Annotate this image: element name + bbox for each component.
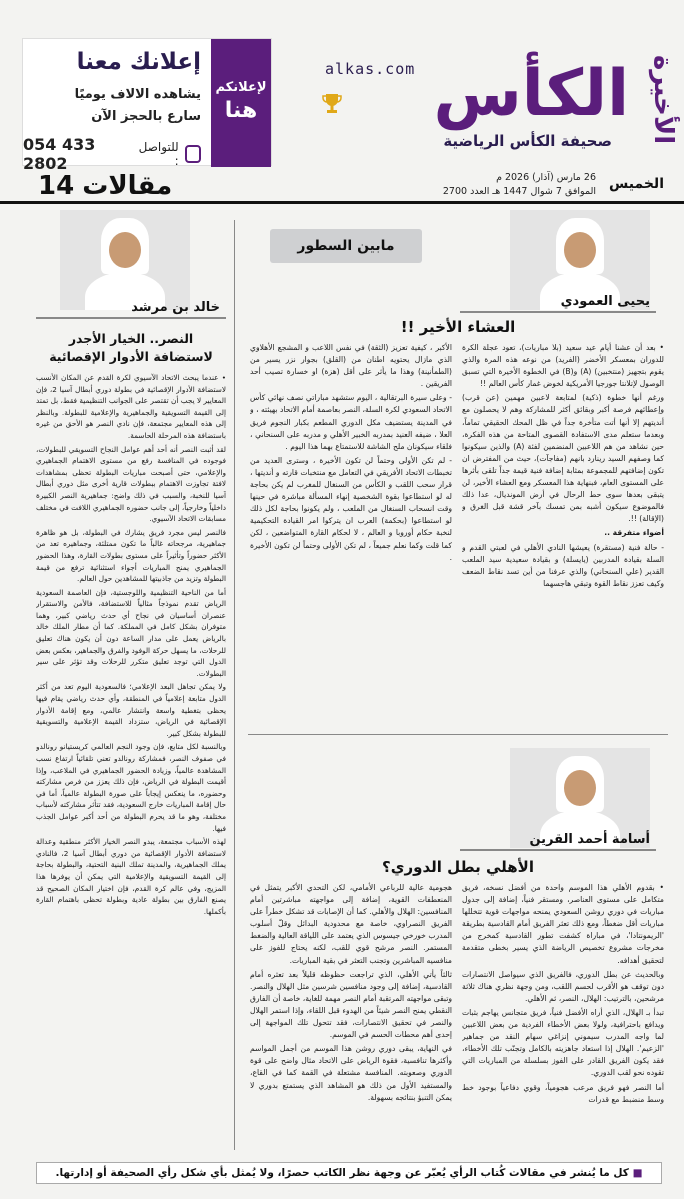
hijri-date-issue: الموافق 7 شوال 1447 هـ العدد 2700 xyxy=(442,186,596,197)
paragraph: تبدأ بـ الهلال، الذي أراه الأفضل فنياً، فريق متجانس يهاجم بثبات ويدافع باحترافية، ولولا بعض الأخطاء الفردية من بعض اللاعبين لما واجه المدرب سيموني إنزاغي سهام النقد من جماهير 'الزعيم'. الهلال إذا استعاد جاهزيته بالكامل وتجنّب تلك الأخطاء، فقد يكون الفريق القادر على الفوز بسلسلة من المباريات التي تقوده نحو لقب الدوري. xyxy=(462,1007,664,1078)
paragraph: وبالحديث عن بطل الدوري، فالفريق الذي سيواصل الانتصارات دون توقف هو الأقرب لحسم اللقب، ومن وجهة نظري هناك ثلاثة مرشحين، بالترتيب: الهلال، النصر، ثم الأهلي. xyxy=(462,969,664,1003)
page-number: 14 xyxy=(38,171,75,201)
ad-side-banner xyxy=(211,39,271,167)
advertisement-box[interactable] xyxy=(22,38,272,173)
ad-side-bottom: هنا xyxy=(224,98,258,124)
ad-subtitle-2: سارع بالحجز الآن xyxy=(91,109,201,124)
paragraph: • عندما يبحث الاتحاد الآسيوي لكرة القدم عن المكان الأنسب لاستضافة الأدوار الإقصائية في بطولة دوري أبطال آسيا 2، فإن المعايير لا يجب أن تقتصر على الجوانب التنظيمية فقط، بل تمتد إلى القيمة التسويقية والجماهيرية والإعلامية للبطولة. وبالنظر إلى هذه المعايير مجتمعة، فإن نادي النصر هو الأحق من غيره باستضافة هذه المرحلة الحاسمة. xyxy=(36,373,226,440)
article-title-3-line-2: لاستضافة الأدوار الإقصائية xyxy=(49,349,213,364)
paragraph: ولا يمكن تجاهل البعد الإعلامي؛ فالسعودية اليوم تعد من أكثر الدول متابعة إعلامياً في المنطقة، وأي حدث رياضي يقام فيها يحظى بتغطية واسعة وانتشار عالمي، ومع إقامة الأدوار الإقصائية في الرياض، ستزداد القيمة الإعلامية والتسويقية للبطولة بشكل كبير. xyxy=(36,682,226,738)
column-label: مابين السطور xyxy=(270,229,422,263)
ad-contact-label: للتواصل : xyxy=(138,140,179,168)
paragraph: - حالة فنية (مستقرة) يعيشها النادي الأهلي في لعبتي القدم و السلة بقيادة المدربين (يايسلة) و بقيادة سعيدية سيد الملعب القدير (علي السنحاني) والذي عرفنا من أين تسد نقاط الضعف وكيف تعزز نقاط القوة وتبقي هاجسهما xyxy=(462,542,664,588)
paragraph: ورغم أنها خطوة (ذكية) لمتابعة لاعبين مهمين (عن قرب) وإعطائهم فرصة أكبر وبقائق أكثر للمشاركة وهم لا يحصلون مع أنديتهم إلا أنها أتت متأخرة جداً في ظل المحك الحقيقي تماماً، وبعدما ستعلم مدى الاستفادة القصوى المتاحة من هذه الفكرة، حين نشاهد من هم اللاعبين المنضمين لفئة (A) والذين سيكونوا كما وصفهم السيد رينارد بانهم (مفاجآت)، حيث من المفترض ان تكون إضافتهم للمجموعة بمثابة إضافة فنية قيمة جداً تلقى بأثرها على المستوى العام، فبنهاية هذا المعسكر ومع العشاء الأخير، لن يتبقى بعدها سوى حط الرحال في أرض المونديال، عدا ذلك فالموضوع سيكون أشبه بمن تمسك بآخر قشة قبل الغرق و (الإقالة) !!. xyxy=(462,393,664,524)
author-name-3: خالد بن مرشد xyxy=(36,298,226,319)
paragraph: - وعلى سيرة البرتقالية ، اليوم ستشهد مباراتي نصف نهائي كأس الاتحاد السعودي لكرة السلة، النصر بعاصمة أمام الاتحاد بهيئته ، و في المدينة يستضيف مكل الدوري المطعم بكبار النجوم فريق العلا ، ضيفه العنيد بمدربه الخبير الأهلي و مدربه على السنحاني ، فلقاء سيكونان ملح الشاشة للاستمتاع بهما هذا اليوم . xyxy=(250,393,452,451)
logo-wordmark: الكأس xyxy=(433,57,629,131)
masthead xyxy=(0,0,684,173)
paragraph: وبالنسبة لكل متابع، فإن وجود النجم العالمي كريستيانو رونالدو في صفوف النصر، فمشاركة رونالدو تعني تلقائياً ارتفاع نسب المشاهدة عالمياً، وزيادة الحضور الجماهيري في الملاعب، وإذا أقيمت البطولة في الرياض، فإن ذلك يعزز من فرص مشاركته وحضوره، ما ينعكس إيجاباً على صورة البطولة عالمياً، أما في حال إقامة المباريات خارج السعودية، فقد تتأثر مشاركته لأسباب مختلفة، وهو ما قد يحرم البطولة من أحد أكبر عوامل الجذب فيها. xyxy=(36,742,226,833)
paragraph: أضواء متفرقة .. xyxy=(604,528,664,538)
ad-phone-number[interactable]: 054 433 2802 xyxy=(23,135,96,173)
trophy-icon xyxy=(322,92,342,116)
article-title-2: الأهلي بطل الدوري؟ xyxy=(382,858,534,876)
gregorian-date: 26 مارس (آذار) 2026 م xyxy=(496,172,596,183)
section-label: مقالات xyxy=(82,171,173,201)
logo-url[interactable]: alkas.com xyxy=(325,60,416,78)
paragraph: هجومية عالية للرباعي الأمامي، لكن التحدي الأكبر يتمثل في المنعطفات القوية، إضافة إلى مواجهته مباشرتين أمام المنافسين: الهلال والأهلي. كما أن الإصابات قد تشكل خطراً على الفريق النصراوي، خاصة مع محدودية البدائل وقلّ أسلوب المدرب خورخي جيسوس الذي يعتمد على اللياقة العالية والضغط المستمر. النصر مرشح قوي للقب، لكنه يحتاج للفوز على منافسيه المباشرين وتجنب التعثر في بقية المباريات. xyxy=(250,883,452,965)
paragraph: أما النصر فهو فريق مرعب هجومياً، وقوي دفاعياً بوجود خط وسط منضبط مع قدرات xyxy=(462,1082,664,1104)
author-name-1: يحيى العمودي xyxy=(460,292,656,313)
article-title-1: العشاء الأخير !! xyxy=(400,318,516,336)
paragraph: • بقدوم الأهلي هذا الموسم واحدة من أفضل نسخه، فريق متكامل على مستوى العناصر، ومستقر فنياً، إضافة إلى جدول مباريات في دوري روشن السعودي يمنحه مواجهات قوية تتخللها مباريات أقل ضغطاً، ومع ذلك تعثر الفريق أمام القادسية بطريقة 'الريمونتادا'، في مباراة كشفت تطور القادسية كمخرج من مخرجات مشروع تخصيص الرياضة الذي يسير بخطى متقدمة لتحقيق أهدافه. xyxy=(462,883,664,965)
logo-tagline: صحيفة الكأس الرياضية xyxy=(443,132,612,150)
paragraph: - لم تكن الأولى وحتماً لن تكون الأخيرة ، وسترى العديد من تخبطات الاتحاد الأفريقي في التعامل مع منتخبات قارته و أنديتها ، قرار سحب اللقب و الكأس من السنغال للمغرب لم يكن بحاجة له لو استطاعوا بقوة الشخصية إنهاء المسألة مباشرة في حينها وقت انسحاب السنغال من الملعب ، ولم يكونوا بحاجة لكل ذلك لو استطاعوا (بحكمة) العرب ان يتركوا امر القيادة التحكيمية لنخبة حكام أوروبا و العالم ، لا لحكام القارة المتواضعين ، لكن كما قلت وكما نعلم جميعاً ، لم تكن الأولى وحتماً لن تكون الأخيرة . xyxy=(250,455,452,562)
bullet-icon: ■ xyxy=(628,1167,643,1179)
paragraph: فالنصر ليس مجرد فريق يشارك في البطولة، بل هو ظاهرة جماهيرية، مرجحاته غالباً ما تكون ممتلئة، وجماهيره تعد من الأكثر حضوراً وتأثيراً على مستوى بطولات القارة، وهذا الحضور الجماهيري يمنح المباريات أجواء استثنائية ترفع من قيمة البطولة وتزيد من جاذبيتها للمشاهدين حول العالم. xyxy=(36,527,226,584)
phone-icon xyxy=(185,145,201,163)
article-1-column-right xyxy=(462,342,664,730)
disclaimer-footer xyxy=(36,1162,662,1184)
paragraph: لقد أثبت النصر أنه أحد أهم عوامل النجاح التسويقي للبطولات، فوجوده في المنافسة رفع من مستوى الاهتمام الجماهيري والإعلامي، حتى أصبحت مباريات البطولة تحظى بمشاهدات لافتة تجاوزت الاهتمام ببطولات قارية أخرى مثل دوري أبطال آسيا للنخبة، والسبب في ذلك واضح: جماهيرية النصر الكبيرة داخلياً وخارجياً، إلى جانب حضوره الجماهيري اللافت في مختلف مسابقات الاتحاد الآسيوي. xyxy=(36,444,226,524)
day-name: الخميس xyxy=(608,176,664,192)
logo-side-text: الأخيرة xyxy=(648,55,678,145)
ad-title: إعلانك معنا xyxy=(76,49,201,75)
column-divider xyxy=(234,220,235,1150)
article-title-3-line-1: النصر.. الخيار الأجدر xyxy=(68,331,194,346)
paragraph: في النهاية، يبقى دوري روشن هذا الموسم من أجمل المواسم وأكثرها تنافسية، فقوة الرياض على الاتحاد مثال واضح على قوة الدوري وصعوبته. المنافسة مشتعلة في القمة كما في القاع، والمستفيد الأول من ذلك هو المشاهد الذي يستمتع بدوري لا يمكن التنبؤ بنتائجه بسهولة. xyxy=(250,1044,452,1102)
author-photo-3 xyxy=(60,210,190,310)
paragraph: أما من الناحية التنظيمية واللوجستية، فإن العاصمة السعودية الرياض تقدم نموذجاً مثالياً للاستضافة، فالأمن والاستقرار عنصران أساسيان في نجاح أي حدث رياضي كبير، وهما متوفران بشكل كامل في المملكة. كما أن مطار الملك خالد بالرياض يعمل على مدار الساعة دون أن يكون هناك تعليق للرحلات، ما يسهل حركة الوفود والفرق والجماهير، بعكس بعض الدول التي توجد تعليق متكرر للرحلات وقد تؤثر على سير البطولات. xyxy=(36,587,226,678)
article-2-column-right xyxy=(462,882,664,1154)
article-title-3 xyxy=(36,330,226,366)
paragraph: • بعد أن عشنا أيام عيد سعيد (بلا مباريات)، تعود عجلة الكرة للدوران بمعسكر الأخضر (الفريد) من نوعه هذه المرة والذي يقوم بتجهيز (منتخبين) (A) و(B) في الخطوة الأخيرة التي تسبق الوصول لإتلانتا جورجيا الأمريكية لخوض غمار كأس العالم !! xyxy=(462,343,664,389)
disclaimer-text: كل ما يُنشر في مقالات كُتاب الرأي يُعبّر عن وجهة نظر الكاتب حصرًا، ولا يُمثل بأي شكل رأي الصحيفة أو إدارتها. xyxy=(55,1167,629,1179)
article-divider xyxy=(248,734,668,735)
ad-subtitle-1: يشاهده الالاف يوميًا xyxy=(74,87,201,102)
paragraph: لهذه الأسباب مجتمعة، يبدو النصر الخيار الأكثر منطقية وعدالة لاستضافة الأدوار الإقصائية من دوري أبطال آسيا 2، فالنادي يملك الجماهيرية، والمدينة تملك البنية التحتية، والبطولة بحاجة إلى القيمة التسويقية والإعلامية التي يمكن أن يوفرها هذا المزيج، وفي عالم كرة القدم، فإن اختيار المكان الصحيح قد يصنع الفارق بين بطولة عادية وبطولة تحظى باهتمام القارة بأكملها. xyxy=(36,837,226,916)
section-heading xyxy=(38,171,172,201)
date-bar xyxy=(0,168,684,204)
ad-side-top: لإعلانكم xyxy=(215,80,267,96)
paragraph: ثالثاً يأتي الأهلي، الذي تراجعت حظوظه قليلاً بعد تعثره أمام القادسية، إضافة إلى وجود منافسين شرسين مثل الهلال والنصر. وتبقى مواجهته المرتقبة أمام النصر مهمة للغاية، خاصة أن الفارق النقطي يمنح النصر شيئاً من الهدوء قبل اللقاء، وإذا استمر الهلال والنصر في تحقيق الانتصارات، فقد تتحول تلك المواجهة إلى إحدى أهم محطات الحسم في الموسم. xyxy=(250,969,452,1040)
author-name-2: أسامة أحمد القرين xyxy=(460,830,656,851)
article-3-column xyxy=(36,372,226,1154)
article-2-column-left xyxy=(250,882,452,1154)
paragraph: الأكبر ، كيفية تعزيز (الثقة) في نفس اللاعب و المشجع الأهلاوي الذي مازال يحتويه اطنان من (القلق) بجوار نزر يسير من (الطمأنينة) وهذا ما يأثر على أقل (هزة) او خسارة تصيب أحد الفريقين . xyxy=(250,343,452,389)
article-1-column-left xyxy=(250,342,452,730)
